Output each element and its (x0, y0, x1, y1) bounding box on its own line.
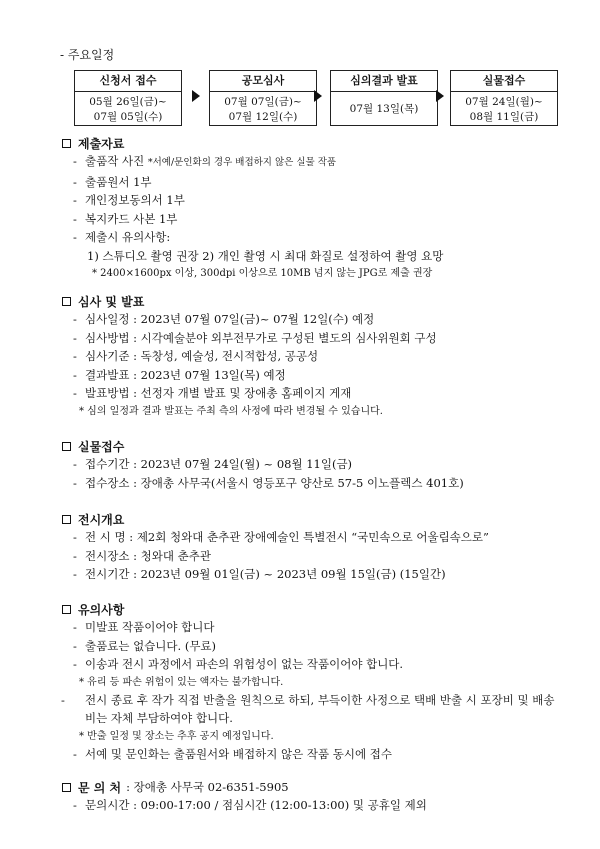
section-title: 전시개요 (78, 512, 125, 527)
item-text: 전시 종료 후 작가 직접 반출을 원칙으로 하되, 부득이한 사정으로 택배 반출 시 포장비 및 배송비는 자체 부담하여야 합니다. (85, 692, 555, 725)
item-text: 출품원서 1부 (85, 174, 152, 189)
footnote: * 반출 일정 및 장소는 추후 공지 예정입니다. (79, 730, 274, 742)
section-exhibition (62, 510, 582, 584)
step-application (74, 70, 182, 126)
step-dates (331, 92, 437, 124)
dash: - (73, 330, 77, 345)
step-date-line: 08월 11일(금) (469, 111, 539, 123)
list-item (62, 329, 582, 348)
item-text: 출품료는 없습니다. (무료) (85, 638, 217, 653)
schedule-title: - 주요일정 (60, 48, 115, 62)
footnote: * 심의 일정과 결과 발표는 주최 측의 사정에 따라 변경될 수 있습니다. (79, 405, 383, 417)
section-review (62, 292, 582, 420)
step-date-line: 07월 05일(수) (93, 111, 163, 123)
dash: - (73, 457, 77, 471)
dash: - (73, 367, 77, 382)
list-item (62, 384, 582, 403)
dash: - (73, 193, 77, 207)
list-item (62, 366, 582, 385)
dash: - (73, 638, 77, 653)
list-item (62, 474, 582, 493)
list-item (62, 152, 582, 173)
dash: - (73, 620, 77, 634)
item-text: 발표방법 : 선정자 개별 발표 및 장애총 홈페이지 게재 (85, 386, 352, 400)
list-item (62, 310, 582, 329)
section-title: 유의사항 (78, 602, 125, 617)
item-text: 심사일정 : 2023년 07월 07일(금)~ 07월 12일(수) 예정 (85, 312, 375, 326)
step-date-line: 07월 24일(월)~ (465, 96, 543, 108)
list-item (62, 637, 582, 656)
dash: - (73, 798, 77, 812)
section-heading (62, 600, 582, 618)
item-text: 접수기간 : 2023년 07월 24일(월) ~ 08월 11일(금) (85, 457, 353, 471)
item-text: 접수장소 : 장애총 사무국(서울시 영등포구 양산로 57-5 이노플렉스 401호) (85, 475, 464, 490)
schedule-flow (74, 70, 564, 128)
step-label: 공모심사 (210, 71, 316, 92)
list-item (62, 547, 582, 566)
triangle-right-icon (314, 90, 322, 102)
section-heading (62, 510, 582, 528)
dash: - (73, 530, 77, 544)
section-heading (62, 134, 582, 152)
dash: - (73, 475, 77, 490)
sub-item: 1) 스튜디오 촬영 권장 2) 개인 촬영 시 최대 화질로 설정하여 촬영 요망 (87, 248, 444, 263)
triangle-right-icon (436, 90, 444, 102)
dash: - (73, 312, 77, 326)
list-item (62, 191, 582, 210)
checkbox-square-icon (62, 297, 71, 306)
section-heading (62, 292, 582, 310)
item-text: 서예 및 문인화는 출품원서와 배접하지 않은 작품 동시에 접수 (85, 746, 392, 761)
checkbox-square-icon (62, 139, 71, 148)
step-dates (210, 92, 316, 125)
dash: - (73, 548, 77, 563)
item-text: 출품작 사진 (85, 154, 145, 168)
triangle-right-icon (192, 90, 200, 102)
dash: - (61, 692, 65, 707)
dash: - (73, 567, 77, 581)
checkbox-square-icon (62, 783, 71, 792)
item-text: 심사방법 : 시각예술분야 외부전무가로 구성된 별도의 심사위원회 구성 (85, 330, 437, 345)
step-label: 신청서 접수 (75, 71, 181, 92)
section-heading (62, 437, 582, 455)
checkbox-square-icon (62, 515, 71, 524)
step-review (209, 70, 317, 126)
list-item (62, 655, 582, 674)
step-label: 실물접수 (451, 71, 557, 92)
step-date-line: 05월 26일(금)~ (89, 96, 167, 108)
list-item (62, 691, 565, 728)
item-note: *서예/문인화의 경우 배접하지 않은 실물 작품 (147, 157, 337, 168)
dash: - (73, 386, 77, 400)
dash: - (73, 230, 77, 244)
dash: - (73, 174, 77, 189)
item-text: 전시기간 : 2023년 09월 01일(금) ~ 2023년 09월 15일(금) (15일간) (85, 567, 446, 581)
item-text: 심사기준 : 독창성, 예술성, 전시적합성, 공공성 (85, 349, 319, 363)
dash: - (73, 211, 77, 226)
list-item (62, 455, 582, 474)
list-item (62, 228, 582, 247)
item-text: 개인정보동의서 1부 (85, 193, 185, 207)
section-submission (62, 134, 582, 282)
item-text: 이송과 전시 과정에서 파손의 위험성이 없는 작품이어야 합니다. (85, 657, 404, 671)
dash: - (73, 746, 77, 761)
list-item (62, 565, 582, 584)
step-dates (451, 92, 557, 125)
section-title: 심사 및 발표 (78, 294, 145, 309)
contact-phone: : 장애총 사무국 02-6351-5905 (126, 780, 289, 794)
step-label: 심의결과 발표 (331, 71, 437, 92)
section-physical (62, 437, 582, 492)
step-dates (75, 92, 181, 125)
item-text: 결과발표 : 2023년 07월 13일(목) 예정 (85, 367, 286, 382)
step-date-line: 07월 13일(목) (349, 103, 419, 115)
list-item (62, 745, 582, 764)
item-text: 문의시간 : 09:00-17:00 / 점심시간 (12:00-13:00) 및 공휴일 제외 (85, 798, 427, 812)
checkbox-square-icon (62, 442, 71, 451)
step-date-line: 07월 12일(수) (228, 111, 298, 123)
list-item (62, 796, 582, 815)
list-item (62, 528, 582, 547)
item-text: 복지카드 사본 1부 (85, 211, 178, 226)
checkbox-square-icon (62, 605, 71, 614)
section-title: 실물접수 (78, 439, 125, 454)
dash: - (73, 154, 77, 168)
footnote: * 유리 등 파손 위험이 있는 액자는 불가합니다. (79, 676, 284, 688)
step-result (330, 70, 438, 126)
item-text: 제출시 유의사항: (85, 230, 171, 244)
list-item (62, 347, 582, 366)
section-heading (62, 778, 582, 796)
section-contact (62, 778, 582, 815)
section-title: 제출자료 (78, 136, 125, 151)
list-item (62, 173, 582, 192)
footnote: * 2400×1600px 이상, 300dpi 이상으로 10MB 넘지 않는 JPG로 제출 권장 (92, 268, 433, 279)
section-title: 문 의 처 (78, 780, 122, 795)
dash: - (73, 349, 77, 363)
list-item (62, 210, 582, 229)
item-text: 전 시 명 : 제2회 청와대 춘추관 장애예술인 특별전시 “국민속으로 어울림속으로” (85, 530, 489, 544)
dash: - (73, 657, 77, 671)
list-item (62, 618, 582, 637)
item-text: 전시장소 : 청와대 춘추관 (85, 548, 211, 563)
section-notes (62, 600, 582, 763)
step-date-line: 07월 07일(금)~ (224, 96, 302, 108)
item-text: 미발표 작품이어야 합니다 (85, 620, 215, 634)
step-physical (450, 70, 558, 126)
